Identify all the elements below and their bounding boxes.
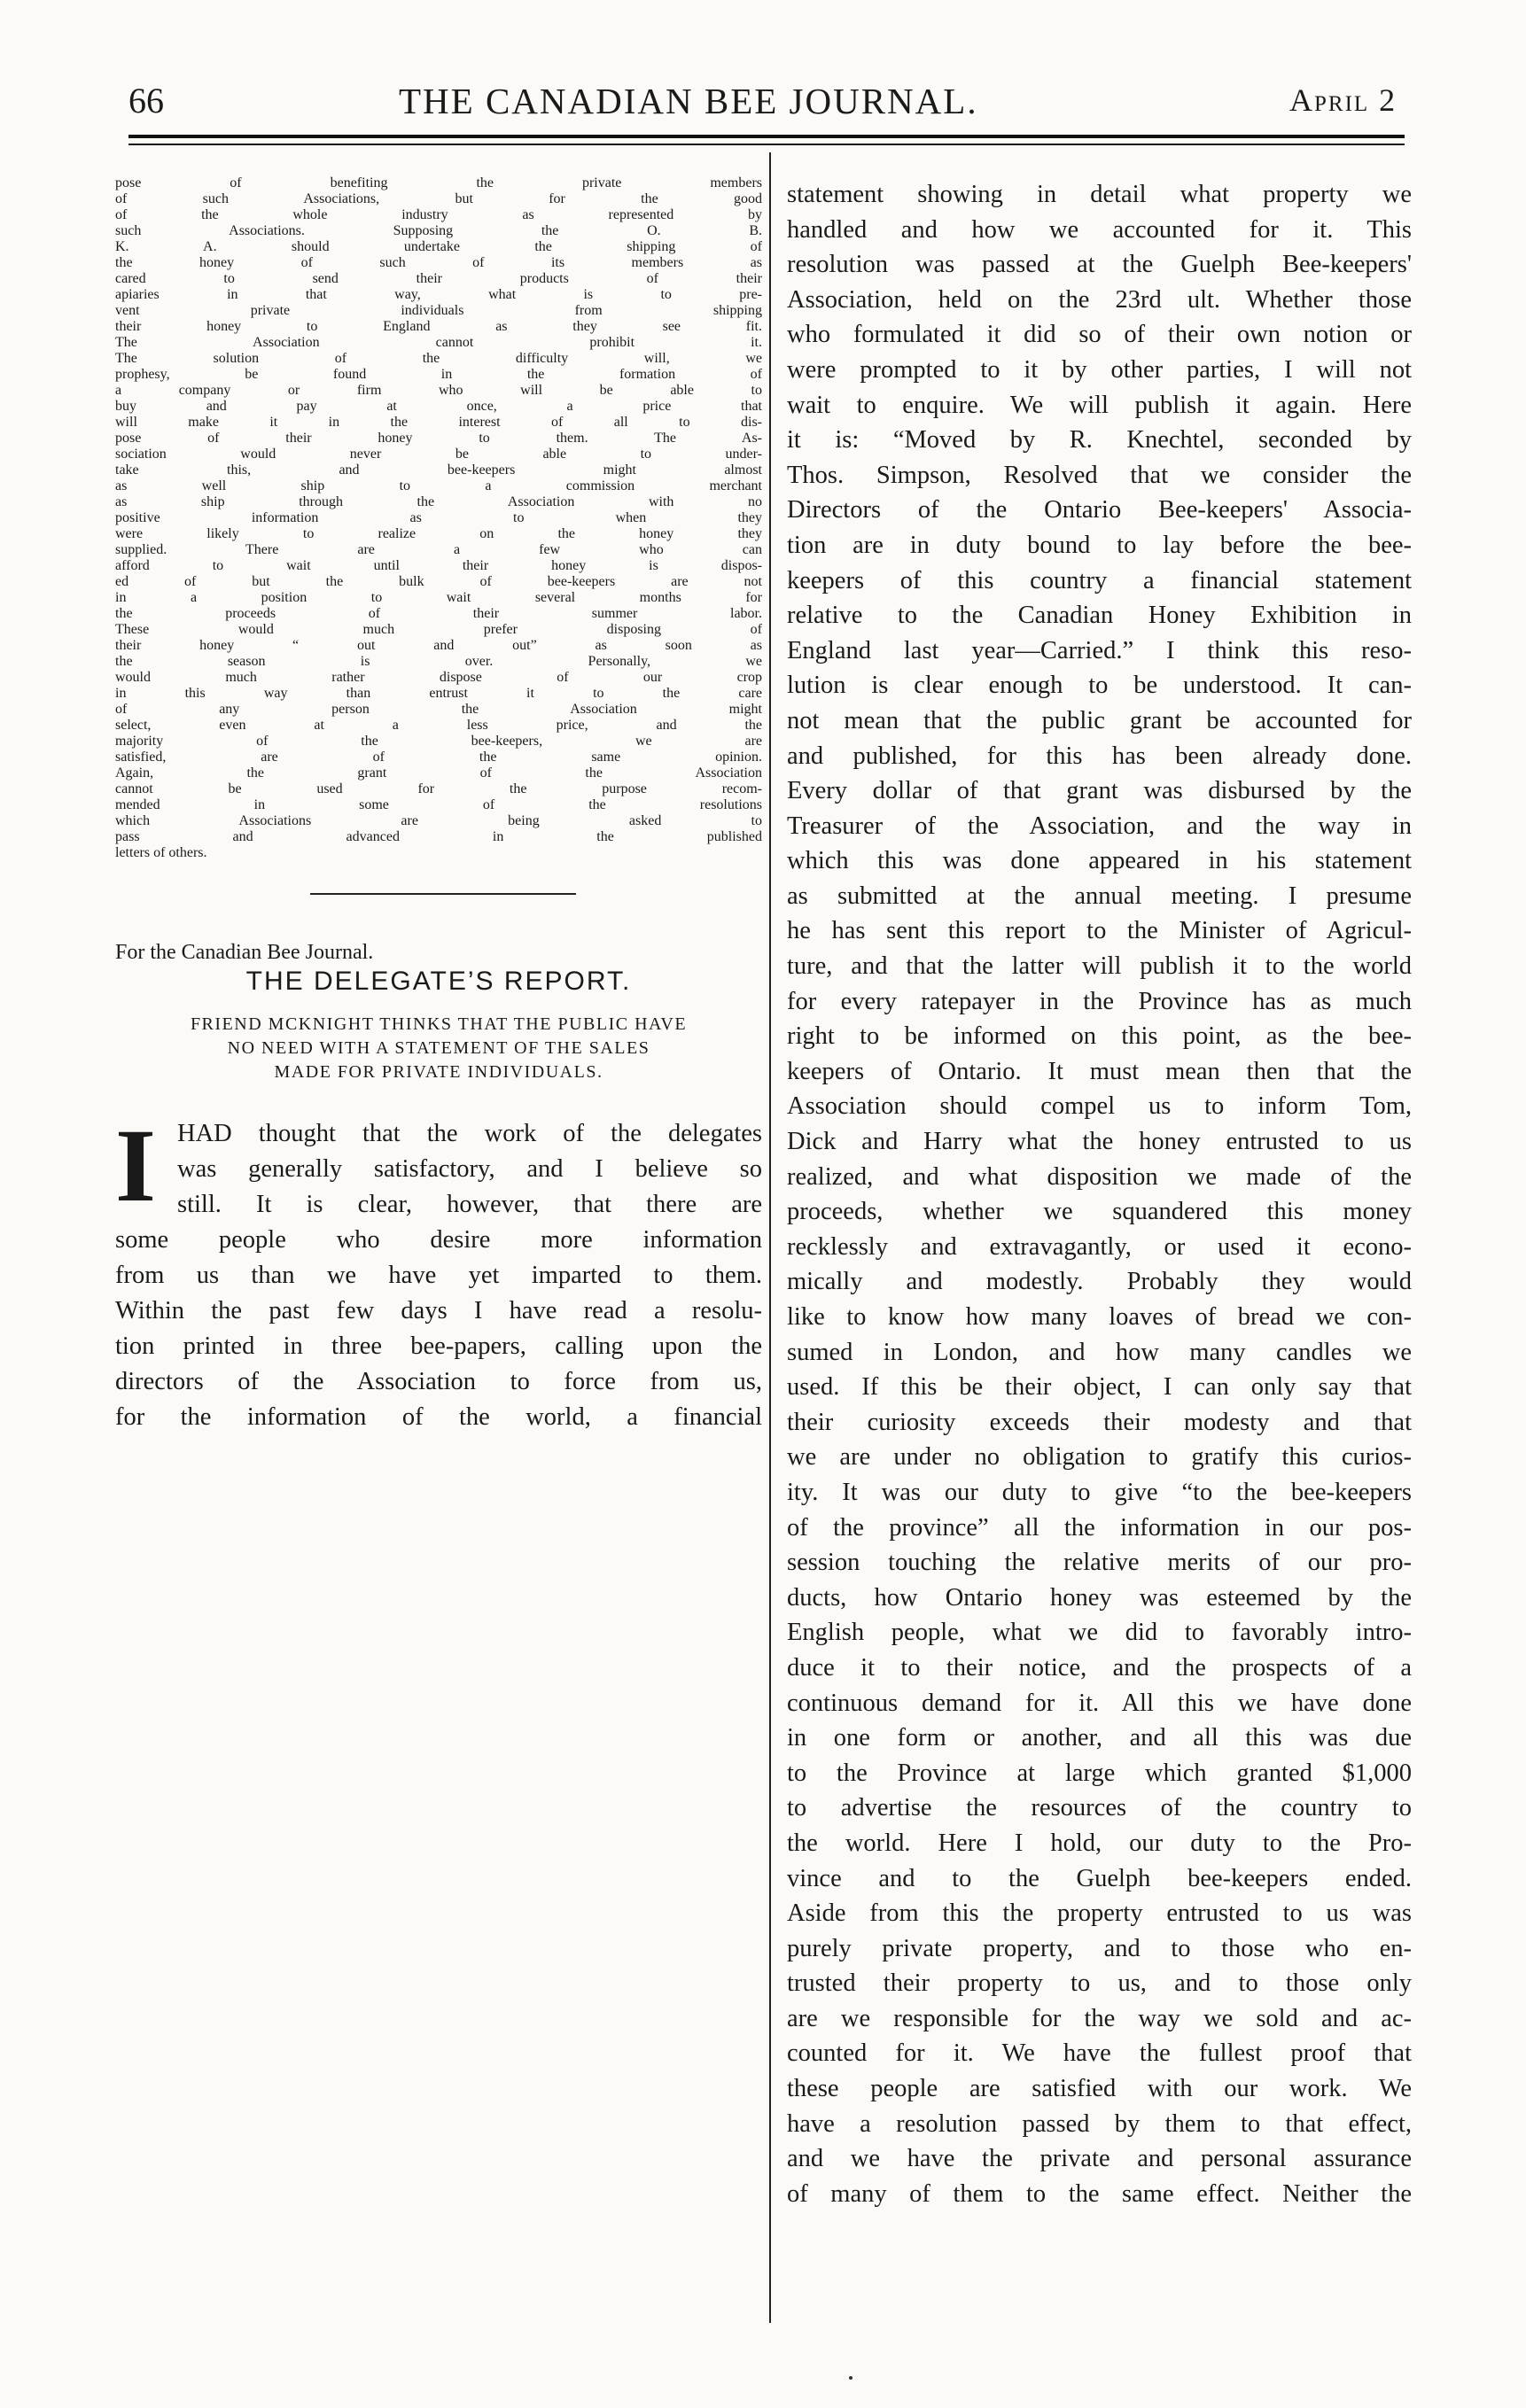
- text-line: afford to wait until their honey is dispos-: [115, 558, 762, 573]
- text-line: these people are satisfied with our work. We: [787, 2075, 1412, 2103]
- page-header: [0, 80, 1526, 133]
- text-line: Every dollar of that grant was disbursed by the: [787, 777, 1412, 805]
- text-line: apiaries in that way, what is to pre-: [115, 287, 762, 302]
- subhead-line: NO NEED WITH A STATEMENT OF THE SALES: [227, 1038, 650, 1058]
- text-line: would much rather dispose of our crop: [115, 670, 762, 685]
- text-line: Association, held on the 23rd ult. Whether those: [787, 285, 1412, 314]
- text-line: we are under no obligation to gratify this curios-: [787, 1443, 1412, 1472]
- text-line: select, even at a less price, and the: [115, 718, 762, 733]
- text-line: vince and to the Guelph bee-keepers ended.: [787, 1864, 1412, 1892]
- text-line: handled and how we accounted for it. This: [787, 215, 1412, 244]
- text-line: keepers of Ontario. It must mean then that the: [787, 1057, 1412, 1085]
- text-line: of any person the Association might: [115, 702, 762, 717]
- issue-date: April 2: [1289, 82, 1398, 118]
- dropcap-block: [115, 1107, 762, 1223]
- text-line: take this, and bee-keepers might almost: [115, 462, 762, 478]
- text-line: Again, the grant of the Association: [115, 765, 762, 781]
- text-line: for every ratepayer in the Province has as much: [787, 987, 1412, 1015]
- page-number: 66: [128, 81, 164, 120]
- text-line: were likely to realize on the honey they: [115, 526, 762, 541]
- text-line: continuous demand for it. All this we have done: [787, 1689, 1412, 1717]
- text-line: tion printed in three bee-papers, calling upon the: [115, 1332, 762, 1360]
- text-line: cared to send their products of their: [115, 271, 762, 286]
- header-rule-thick: [128, 135, 1405, 138]
- text-line: of the province” all the information in our pos-: [787, 1513, 1412, 1542]
- text-line: satisfied, are of the same opinion.: [115, 750, 762, 765]
- text-line: These would much prefer disposing of: [115, 622, 762, 637]
- text-line: directors of the Association to force from us,: [115, 1368, 762, 1395]
- text-line: mended in some of the resolutions: [115, 797, 762, 812]
- text-line: counted for it. We have the fullest proof that: [787, 2039, 1412, 2068]
- header-rule-thin: [128, 144, 1405, 145]
- text-line: recklessly and extravagantly, or used it econo-: [787, 1232, 1412, 1261]
- left-body-lines: [115, 1223, 762, 1435]
- text-line: pose of benefiting the private members: [115, 175, 762, 190]
- column-divider: [769, 152, 771, 2323]
- text-line: sumed in London, and how many candles we: [787, 1338, 1412, 1366]
- text-line: Directors of the Ontario Bee-keepers' Associa-: [787, 496, 1412, 524]
- text-line: like to know how many loaves of bread we con-: [787, 1303, 1412, 1331]
- text-line: resolution was passed at the Guelph Bee-keepers': [787, 251, 1412, 279]
- text-line: positive information as to when they: [115, 510, 762, 525]
- print-speck: [849, 2376, 853, 2380]
- text-line: prophesy, be found in the formation of: [115, 367, 762, 382]
- text-line: Aside from this the property entrusted to us was: [787, 1899, 1412, 1928]
- text-line: pose of their honey to them. The As-: [115, 431, 762, 446]
- text-line: lution is clear enough to be understood. It can-: [787, 672, 1412, 700]
- text-line: are we responsible for the way we sold and ac-: [787, 2004, 1412, 2032]
- text-line: some people who desire more information: [115, 1226, 762, 1254]
- text-line: ture, and that the latter will publish it to the world: [787, 952, 1412, 981]
- text-line: tion are in duty bound to lay before the bee-: [787, 531, 1412, 559]
- text-line: HAD thought that the work of the delegates: [177, 1120, 762, 1147]
- text-line: of the whole industry as represented by: [115, 207, 762, 222]
- lead-article: [115, 175, 762, 861]
- text-line: keepers of this country a financial statement: [787, 566, 1412, 594]
- subhead-line: MADE FOR PRIVATE INDIVIDUALS.: [274, 1062, 603, 1082]
- journal-title: THE CANADIAN BEE JOURNAL.: [399, 81, 978, 121]
- text-line: Treasurer of the Association, and the way in: [787, 812, 1412, 840]
- text-line: the season is over. Personally, we: [115, 654, 762, 669]
- text-line: as well ship to a commission merchant: [115, 478, 762, 493]
- article-subhead: [115, 1013, 762, 1084]
- text-line: still. It is clear, however, that there are: [177, 1191, 762, 1218]
- text-line: The solution of the difficulty will, we: [115, 351, 762, 366]
- text-line: used. If this be their object, I can only say that: [787, 1373, 1412, 1402]
- text-line: Dick and Harry what the honey entrusted to us: [787, 1128, 1412, 1156]
- text-line: purely private property, and to those who en-: [787, 1934, 1412, 1962]
- section-ornament: [115, 881, 771, 904]
- text-line: relative to the Canadian Honey Exhibition in: [787, 602, 1412, 630]
- text-line: the honey of such of its members as: [115, 255, 762, 270]
- text-line: will make it in the interest of all to dis-: [115, 415, 762, 430]
- text-line: statement showing in detail what property we: [787, 181, 1412, 208]
- drop-cap-letter: I: [115, 1107, 156, 1223]
- text-line: pass and advanced in the published: [115, 829, 762, 844]
- text-line: the proceeds of their summer labor.: [115, 606, 762, 621]
- text-line: and published, for this has been already done.: [787, 742, 1412, 770]
- text-line: mically and modestly. Probably they would: [787, 1268, 1412, 1296]
- text-line: have a resolution passed by them to that effect,: [787, 2109, 1412, 2138]
- text-line: the world. Here I hold, our duty to the Pro-: [787, 1829, 1412, 1857]
- text-line: letters of others.: [115, 845, 207, 860]
- left-column: [115, 175, 762, 1435]
- text-line: for the information of the world, a financial: [115, 1403, 762, 1431]
- article-title: THE DELEGATE’S REPORT.: [245, 967, 632, 996]
- text-line: their honey “ out and out” as soon as: [115, 638, 762, 653]
- text-line: realized, and what disposition we made of the: [787, 1162, 1412, 1191]
- text-line: not mean that the public grant be accounted for: [787, 706, 1412, 734]
- text-line: in one form or another, and all this was due: [787, 1724, 1412, 1752]
- text-line: as submitted at the annual meeting. I presume: [787, 882, 1412, 910]
- text-line: as ship through the Association with no: [115, 494, 762, 509]
- article-body-right: [787, 177, 1412, 2211]
- text-line: and we have the private and personal assurance: [787, 2145, 1412, 2173]
- text-line: from us than we have yet imparted to them.: [115, 1262, 762, 1289]
- text-line: were prompted to it by other parties, I will not: [787, 355, 1412, 384]
- text-line: trusted their property to us, and to those only: [787, 1969, 1412, 1998]
- text-line: which this was done appeared in his statement: [787, 847, 1412, 875]
- text-line: England last year—Carried.” I think this reso-: [787, 636, 1412, 664]
- text-line: it is: “Moved by R. Knechtel, seconded by: [787, 426, 1412, 454]
- text-line: session touching the relative merits of our pro-: [787, 1549, 1412, 1577]
- text-line: in this way than entrust it to the care: [115, 686, 762, 701]
- text-line: Association should compel us to inform Tom,: [787, 1092, 1412, 1121]
- text-line: The Association cannot prohibit it.: [115, 335, 762, 350]
- text-line: majority of the bee-keepers, we are: [115, 734, 762, 749]
- text-line: of such Associations, but for the good: [115, 191, 762, 206]
- text-line: right to be informed on this point, as the bee-: [787, 1022, 1412, 1051]
- text-line: cannot be used for the purpose recom-: [115, 781, 762, 796]
- text-line: English people, what we did to favorably intro-: [787, 1619, 1412, 1647]
- right-column: [787, 177, 1412, 2211]
- text-line: in a position to wait several months for: [115, 590, 762, 605]
- text-line: their honey to England as they see fit.: [115, 319, 762, 334]
- article-credit: For the Canadian Bee Journal.: [115, 941, 374, 964]
- text-line: to advertise the resources of the country to: [787, 1794, 1412, 1822]
- text-line: Thos. Simpson, Resolved that we consider the: [787, 461, 1412, 489]
- text-line: buy and pay at once, a price that: [115, 399, 762, 414]
- subhead-line: FRIEND MCKNIGHT THINKS THAT THE PUBLIC HAVE: [190, 1014, 688, 1034]
- text-line: to the Province at large which granted $1,000: [787, 1759, 1412, 1787]
- text-line: Within the past few days I have read a resolu-: [115, 1297, 762, 1324]
- text-line: K. A. should undertake the shipping of: [115, 239, 762, 254]
- text-line: proceeds, whether we squandered this money: [787, 1198, 1412, 1226]
- text-line: a company or firm who will be able to: [115, 383, 762, 398]
- text-line: of many of them to the same effect. Neither the: [787, 2179, 1412, 2208]
- dropcap-lines: [115, 1107, 762, 1223]
- text-line: such Associations. Supposing the O. B.: [115, 223, 762, 238]
- text-line: who formulated it did so of their own notion or: [787, 321, 1412, 349]
- text-line: sociation would never be able to under-: [115, 447, 762, 462]
- text-line: which Associations are being asked to: [115, 813, 762, 828]
- text-line: supplied. There are a few who can: [115, 542, 762, 557]
- text-line: ity. It was our duty to give “to the bee-keepers: [787, 1478, 1412, 1506]
- text-line: their curiosity exceeds their modesty and that: [787, 1408, 1412, 1436]
- text-line: ed of but the bulk of bee-keepers are not: [115, 574, 762, 589]
- text-line: he has sent this report to the Minister of Agricul-: [787, 917, 1412, 945]
- text-line: was generally satisfactory, and I believe so: [177, 1155, 762, 1183]
- text-line: duce it to their notice, and the prospects of a: [787, 1653, 1412, 1682]
- article-body-left: [115, 1107, 762, 1435]
- text-line: ducts, how Ontario honey was esteemed by the: [787, 1583, 1412, 1612]
- text-line: vent private individuals from shipping: [115, 303, 762, 318]
- text-line: wait to enquire. We will publish it again. Here: [787, 391, 1412, 419]
